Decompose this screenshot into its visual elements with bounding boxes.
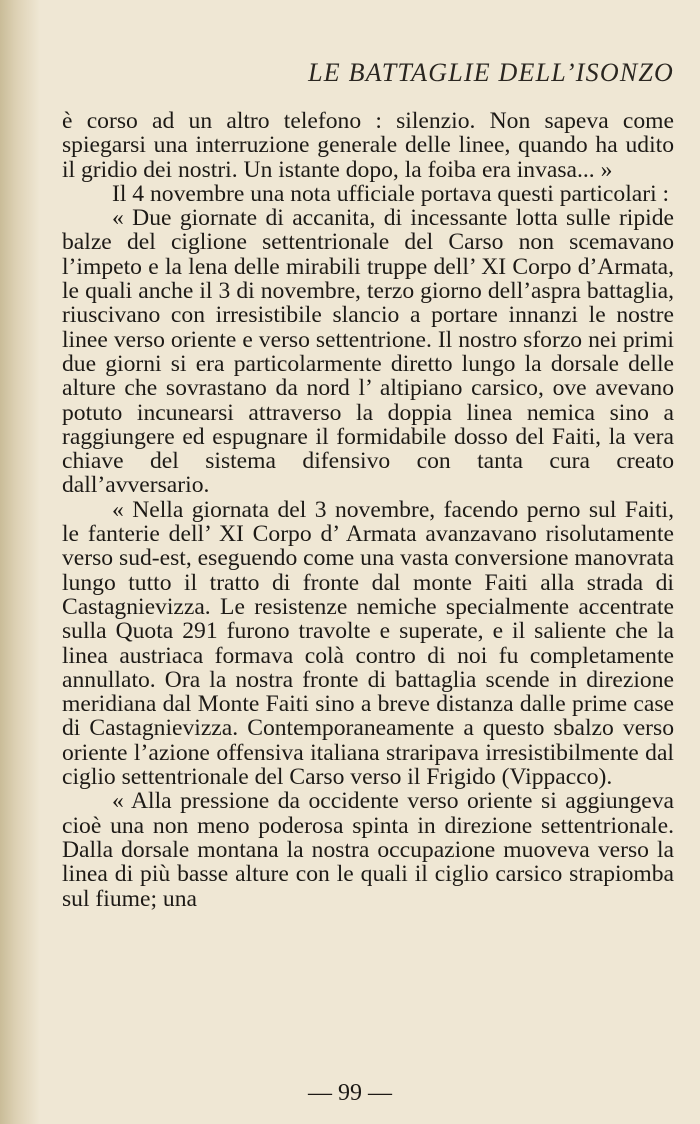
page-number-footer xyxy=(0,1080,700,1107)
paragraph-5: « Alla pressione da occidente verso oriente si aggiungeva cioè una non meno poderosa spinta in direzione settentrionale. Dalla dorsale montana la nostra occupazione muoveva verso la linea di più basse alture con le quali il ciglio carsico strapiomba sul fiume; una xyxy=(62,788,674,912)
paragraph-3: « Due giornate di accanita, di incessante lotta sulle ripide balze del ciglione settentrionale del Carso non scemavano l’impeto e la lena delle mirabili truppe dell’ XI Corpo d’Armata, le quali anche il 3 di novembre, terzo giorno dell’aspra battaglia, riuscivano con irresistibile slancio a portare innanzi le nostre linee verso oriente e verso settentrione. Il nostro sforzo nei primi due giorni si era particolarmente diretto lungo la dorsale delle alture che sovrastano da nord l’ altipiano carsico, ove avevano potuto incunearsi attraverso la doppia linea nemica sino a raggiungere ed espugnare il formidabile dosso del Faiti, la vera chiave del sistema difensivo con tanta cura creato dall’avversario. xyxy=(62,205,674,499)
page-number-dash-left: — xyxy=(308,1080,332,1106)
paragraph-2: Il 4 novembre una nota ufficiale portava questi particolari : xyxy=(112,180,670,207)
page-number-dash-right: — xyxy=(368,1080,392,1106)
paragraph-4: « Nella giornata del 3 novembre, facendo perno sul Faiti, le fanterie dell’ XI Corpo d’ Armata avanzavano risolutamente verso sud-est, eseguendo come una vasta conversione manovrata lungo tutto il tratto di fronte dal monte Faiti alla strada di Castagnievizza. Le resistenze nemiche specialmente accentrate sulla Quota 291 furono travolte e superate, e il saliente che la linea austriaca formava colà contro di noi fu completamente annullato. Ora la nostra fronte di battaglia scende in direzione meridiana dal Monte Faiti sino a breve distanza dalle prime case di Castagnievizza. Contemporaneamente a questo sbalzo verso oriente l’azione offensiva italiana straripava irresistibilmente dal ciglio settentrionale del Carso verso il Frigido (Vippacco). xyxy=(62,496,674,791)
body-text xyxy=(62,109,674,911)
paragraph-1: è corso ad un altro telefono : silenzio. Non sapeva come spiegarsi una interruzione generale delle linee, quando ha udito il gridio dei nostri. Un istante dopo, la foiba era invasa... » xyxy=(62,108,674,183)
page-edge-shadow xyxy=(0,0,40,1124)
page-number: 99 xyxy=(338,1080,362,1106)
running-title: LE BATTAGLIE DELL’ISONZO xyxy=(308,58,674,87)
